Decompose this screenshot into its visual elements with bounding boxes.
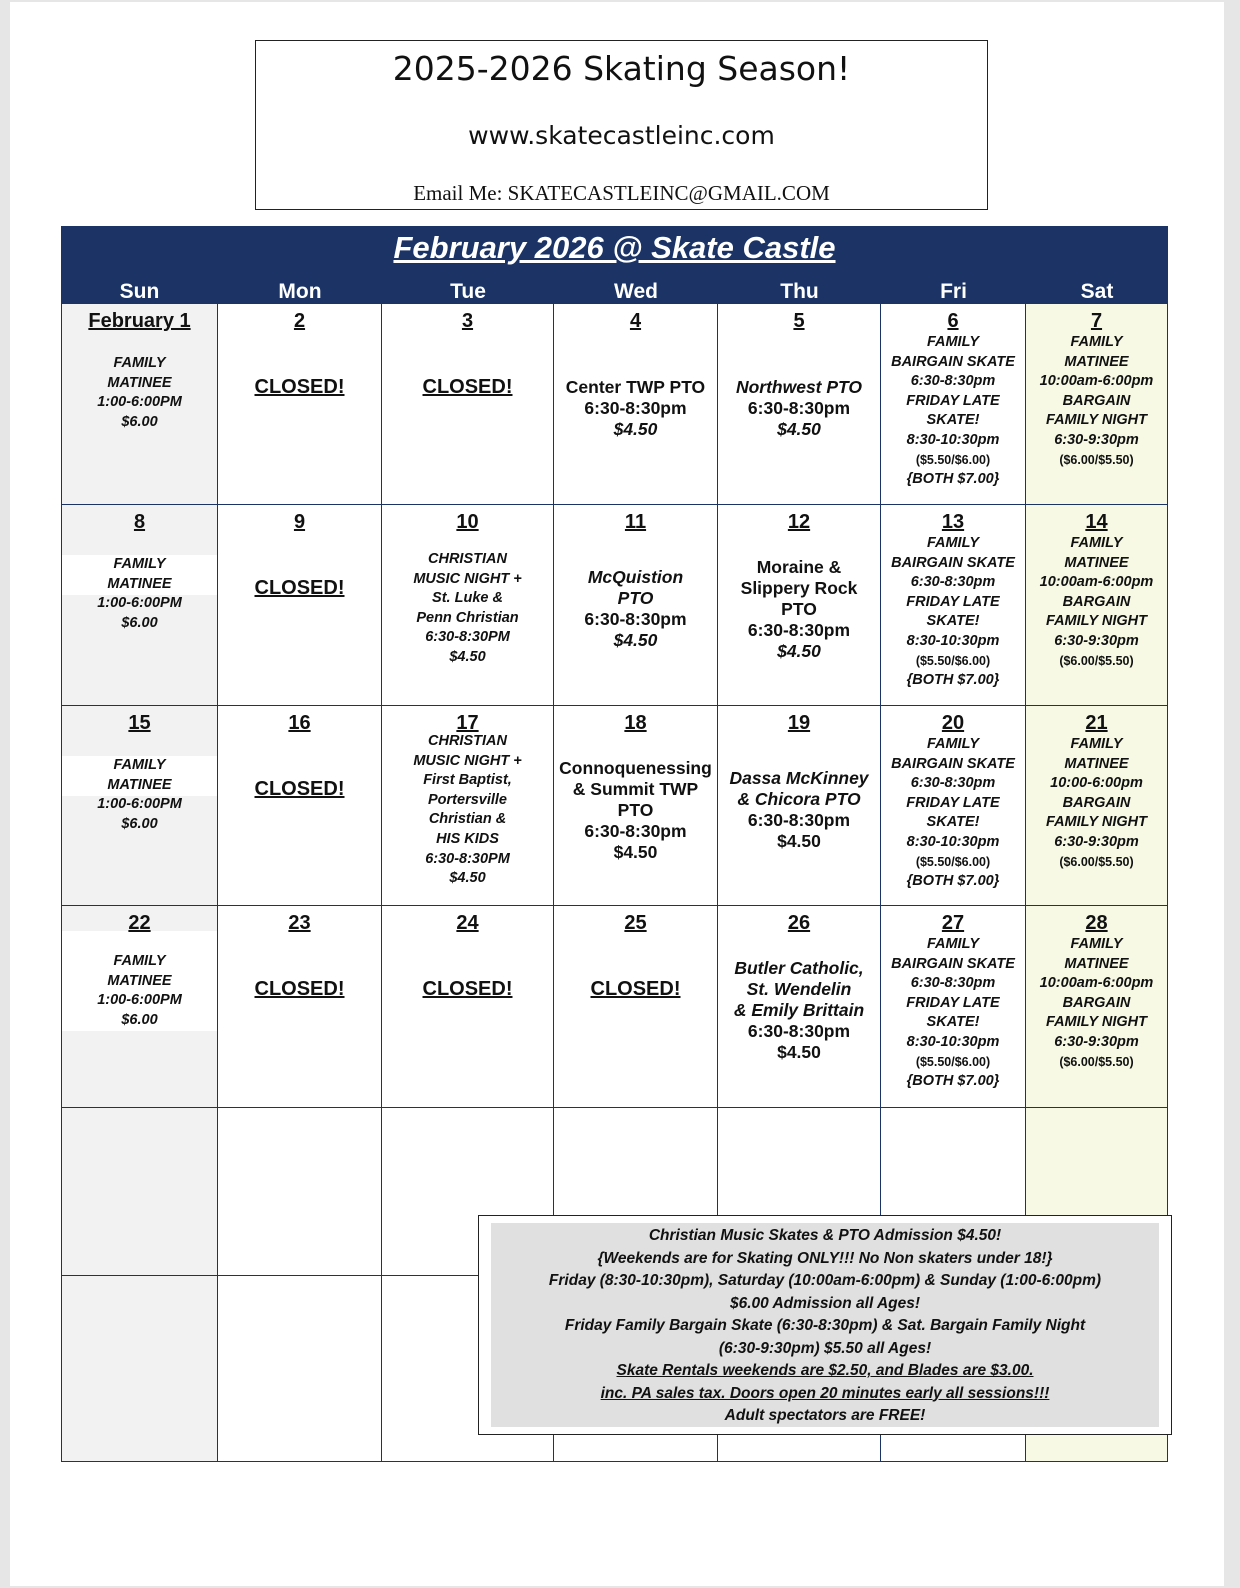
event-line: 10:00am-6:00pm <box>1039 373 1154 390</box>
day-events <box>62 952 217 1030</box>
event-line: SKATE! <box>926 1014 980 1031</box>
event-line: ($6.00/$5.50) <box>1059 1054 1134 1069</box>
event-line: FRIDAY LATE <box>906 392 1000 409</box>
note-line: Christian Music Skates & PTO Admission $4.50! <box>648 1227 1002 1244</box>
event-line: MATINEE <box>107 575 172 592</box>
note-line: inc. PA sales tax. Doors open 20 minutes early all sessions!!! <box>600 1384 1050 1402</box>
closed-label: CLOSED! <box>590 978 681 1000</box>
event-line: 6:30-8:30pm <box>910 574 996 591</box>
event-line: FRIDAY LATE <box>906 593 1000 610</box>
event-line: ($5.50/$6.00) <box>915 452 991 467</box>
event-line: MATINEE <box>1064 554 1129 571</box>
event-line: ($5.50/$6.00) <box>915 653 991 668</box>
event-line: FAMILY <box>113 355 166 371</box>
admission-notes-box <box>478 1215 1172 1435</box>
day-number: 19 <box>787 712 811 734</box>
day-events <box>718 958 880 1063</box>
calendar-cell <box>1026 304 1168 505</box>
event-line: {BOTH $7.00} <box>906 671 1000 688</box>
closed-label: CLOSED! <box>254 778 345 800</box>
calendar-cell <box>382 906 554 1108</box>
calendar-cell <box>718 304 881 505</box>
note-line: (6:30-9:30pm) $5.50 all Ages! <box>718 1339 932 1357</box>
day-number: 3 <box>461 310 474 332</box>
event-line: MATINEE <box>1064 353 1129 370</box>
note-line: Friday Family Bargain Skate (6:30-8:30pm) & Sat. Bargain Family Night <box>564 1317 1086 1334</box>
day-events <box>62 555 217 633</box>
calendar-cell <box>61 1108 218 1276</box>
event-line: FAMILY <box>926 535 980 551</box>
calendar-cell <box>718 505 881 706</box>
event-line: 6:30-8:30PM <box>425 629 510 646</box>
calendar-cell <box>554 906 718 1108</box>
event-line: McQuistion <box>587 567 684 587</box>
event-line: 6:30-9:30pm <box>1054 632 1139 649</box>
dow-fri: Fri <box>940 280 967 303</box>
event-line: FAMILY <box>1070 334 1123 350</box>
event-line: Christian & <box>428 811 507 828</box>
day-events <box>1026 935 1167 1072</box>
event-line: MUSIC NIGHT + <box>413 752 522 769</box>
event-line: 1:00-6:00PM <box>97 992 182 1009</box>
event-line: BARGAIN <box>1062 392 1131 409</box>
event-line: MATINEE <box>1064 955 1129 972</box>
day-events <box>718 768 880 852</box>
note-line: $6.00 Admission all Ages! <box>729 1294 921 1312</box>
closed-label: CLOSED! <box>254 376 345 398</box>
day-number: 18 <box>624 712 647 734</box>
day-number: 27 <box>941 912 965 934</box>
event-line: $4.50 <box>449 870 486 887</box>
email-contact[interactable]: Email Me: SKATECASTLEINC@GMAIL.COM <box>413 181 830 205</box>
event-line: 6:30-8:30pm <box>584 821 687 841</box>
event-line: FAMILY <box>926 334 980 350</box>
event-line: MUSIC NIGHT + <box>413 570 522 587</box>
event-line: SKATE! <box>926 412 980 429</box>
day-events <box>62 354 217 432</box>
event-line: $4.50 <box>777 641 821 661</box>
event-line: CHRISTIAN <box>428 551 507 567</box>
event-line: BARGAIN <box>1062 593 1131 610</box>
calendar-cell <box>61 505 218 706</box>
day-events <box>554 377 717 440</box>
event-line: $4.50 <box>777 831 821 851</box>
event-line: 1:00-6:00PM <box>97 595 182 612</box>
day-number: 12 <box>787 511 811 533</box>
calendar-cell <box>382 706 554 906</box>
day-events <box>1026 534 1167 671</box>
day-events <box>382 978 553 1001</box>
event-line: Northwest PTO <box>735 377 863 397</box>
day-number: February 1 <box>88 310 191 332</box>
event-line: 6:30-8:30pm <box>747 398 851 418</box>
event-line: $6.00 <box>121 413 158 430</box>
event-line: FRIDAY LATE <box>906 994 1000 1011</box>
dow-tue: Tue <box>450 280 486 303</box>
event-line: ($6.00/$5.50) <box>1059 653 1134 668</box>
dow-wed: Wed <box>614 280 658 303</box>
calendar-cell <box>554 505 718 706</box>
event-line: 1:00-6:00PM <box>97 394 182 411</box>
calendar-cell <box>881 304 1026 505</box>
event-line: Portersville <box>428 791 507 808</box>
event-line: FAMILY <box>113 757 166 773</box>
event-line: ($6.00/$5.50) <box>1059 854 1134 869</box>
event-line: {BOTH $7.00} <box>906 470 1000 487</box>
calendar-cell <box>881 906 1026 1108</box>
day-events <box>382 732 553 889</box>
day-events <box>881 534 1025 690</box>
event-line: MATINEE <box>107 972 172 989</box>
calendar-cell <box>61 906 218 1108</box>
event-line: 6:30-8:30pm <box>747 620 851 640</box>
closed-label: CLOSED! <box>422 978 513 1000</box>
event-line: 8:30-10:30pm <box>906 431 1000 448</box>
calendar-cell <box>1026 505 1168 706</box>
closed-label: CLOSED! <box>254 577 345 599</box>
event-line: FAMILY <box>1070 535 1123 551</box>
day-number: 7 <box>1090 310 1103 332</box>
day-events <box>218 577 381 600</box>
calendar-cell <box>718 706 881 906</box>
event-line: 8:30-10:30pm <box>906 833 1000 850</box>
day-events <box>718 557 880 662</box>
event-line: 10:00am-6:00pm <box>1039 574 1154 591</box>
day-number: 21 <box>1085 712 1108 734</box>
day-events <box>718 377 880 440</box>
event-line: Slippery Rock <box>740 578 858 598</box>
dow-thu: Thu <box>780 280 819 303</box>
day-number: 6 <box>947 310 959 332</box>
event-line: 6:30-8:30pm <box>910 775 996 792</box>
event-line: 6:30-8:30pm <box>747 1021 851 1041</box>
event-line: {BOTH $7.00} <box>906 1072 1000 1089</box>
event-line: 6:30-8:30pm <box>747 810 851 830</box>
calendar-cell <box>61 1276 218 1462</box>
day-events <box>218 778 381 801</box>
event-line: FAMILY <box>1070 736 1123 752</box>
note-line: {Weekends are for Skating ONLY!!! No Non skaters under 18!} <box>597 1249 1053 1267</box>
event-line: Moraine & <box>756 557 842 577</box>
event-line: HIS KIDS <box>436 830 499 847</box>
season-title: 2025-2026 Skating Season! <box>392 49 851 88</box>
day-events <box>881 935 1025 1091</box>
event-line: $4.50 <box>613 419 658 439</box>
calendar-cell <box>218 304 382 505</box>
day-number: 8 <box>133 511 146 533</box>
day-events <box>218 376 381 399</box>
event-line: CHRISTIAN <box>428 733 507 749</box>
event-line: FAMILY <box>113 953 166 969</box>
day-number: 9 <box>293 511 306 533</box>
event-line: 8:30-10:30pm <box>906 632 1000 649</box>
calendar-cell <box>218 906 382 1108</box>
event-line: FAMILY NIGHT <box>1046 412 1147 429</box>
day-number: 2 <box>293 310 306 332</box>
event-line: Dassa McKinney <box>729 768 869 788</box>
day-number: 11 <box>624 511 647 533</box>
dow-mon: Mon <box>278 280 322 303</box>
closed-label: CLOSED! <box>254 978 345 1000</box>
event-line: 6:30-8:30pm <box>910 975 996 992</box>
calendar-cell <box>218 706 382 906</box>
event-line: $4.50 <box>777 419 821 439</box>
event-line: $6.00 <box>121 614 158 631</box>
event-line: 6:30-9:30pm <box>1054 431 1139 448</box>
event-line: & Emily Brittain <box>733 1000 865 1020</box>
note-line: Friday (8:30-10:30pm), Saturday (10:00am-6:00pm) & Sunday (1:00-6:00pm) <box>548 1272 1102 1289</box>
event-line: 1:00-6:00PM <box>97 796 182 813</box>
day-number: 28 <box>1085 912 1108 934</box>
dow-sun: Sun <box>119 280 160 303</box>
calendar-cell <box>382 505 554 706</box>
event-line: MATINEE <box>1064 755 1129 772</box>
event-line: ($5.50/$6.00) <box>915 1054 991 1069</box>
event-line: ($6.00/$5.50) <box>1059 452 1134 467</box>
event-line: FRIDAY LATE <box>906 794 1000 811</box>
event-line: & Chicora PTO <box>737 789 861 809</box>
event-line: PTO <box>617 800 654 820</box>
event-line: Center TWP PTO <box>565 377 706 397</box>
calendar-cell <box>554 304 718 505</box>
day-events <box>881 735 1025 891</box>
website-link[interactable]: www.skatecastleinc.com <box>468 121 775 150</box>
event-line: MATINEE <box>107 776 172 793</box>
event-line: BAIRGAIN SKATE <box>891 353 1015 370</box>
day-events <box>62 756 217 834</box>
event-line: {BOTH $7.00} <box>906 872 1000 889</box>
event-line: BARGAIN <box>1062 794 1131 811</box>
event-line: FAMILY NIGHT <box>1046 613 1147 630</box>
event-line: FAMILY <box>926 936 980 952</box>
day-number: 5 <box>793 310 805 332</box>
event-line: FAMILY <box>1070 936 1123 952</box>
event-line: FAMILY <box>926 736 980 752</box>
event-line: SKATE! <box>926 814 980 831</box>
calendar-cell <box>1026 906 1168 1108</box>
event-line: 6:30-8:30PM <box>425 850 510 867</box>
calendar-cell <box>218 1276 382 1462</box>
day-number: 26 <box>787 912 811 934</box>
event-line: PTO <box>617 588 654 608</box>
calendar-cell <box>218 1108 382 1276</box>
day-events <box>554 978 717 1001</box>
day-events <box>1026 735 1167 872</box>
event-line: Penn Christian <box>416 609 519 626</box>
event-line: $6.00 <box>121 1011 158 1028</box>
event-line: PTO <box>781 599 817 619</box>
calendar-cell <box>382 304 554 505</box>
event-line: Butler Catholic, <box>734 958 864 978</box>
day-events <box>881 333 1025 489</box>
note-line: Skate Rentals weekends are $2.50, and Blades are $3.00. <box>616 1362 1034 1379</box>
event-line: 6:30-8:30pm <box>910 373 996 390</box>
event-line: MATINEE <box>107 374 172 391</box>
calendar-cell <box>881 706 1026 906</box>
calendar-cell <box>554 706 718 906</box>
event-line: St. Wendelin <box>746 979 852 999</box>
event-line: 10:00am-6:00pm <box>1039 975 1154 992</box>
event-line: BARGAIN <box>1062 994 1131 1011</box>
calendar-cell <box>881 505 1026 706</box>
event-line: FAMILY NIGHT <box>1046 814 1147 831</box>
event-line: ($5.50/$6.00) <box>915 854 991 869</box>
event-line: BAIRGAIN SKATE <box>891 755 1015 772</box>
day-number: 20 <box>941 712 965 734</box>
day-events <box>1026 333 1167 470</box>
event-line: & Summit TWP <box>572 779 699 799</box>
event-line: $6.00 <box>121 815 158 832</box>
event-line: 6:30-9:30pm <box>1054 1033 1139 1050</box>
event-line: FAMILY NIGHT <box>1046 1014 1147 1031</box>
event-line: 10:00-6:00pm <box>1050 775 1143 792</box>
day-number: 14 <box>1085 511 1108 533</box>
calendar-cell <box>218 505 382 706</box>
day-number: 16 <box>288 712 311 734</box>
note-line: Adult spectators are FREE! <box>724 1407 926 1424</box>
event-line: St. Luke & <box>432 590 503 607</box>
event-line: $4.50 <box>613 842 658 862</box>
event-line: 8:30-10:30pm <box>906 1033 1000 1050</box>
day-number: 17 <box>456 712 479 734</box>
admission-notes <box>491 1223 1159 1427</box>
day-events <box>218 978 381 1001</box>
event-line: SKATE! <box>926 613 980 630</box>
closed-label: CLOSED! <box>422 376 513 398</box>
event-line: $4.50 <box>777 1042 821 1062</box>
day-number: 22 <box>128 912 151 934</box>
month-title: February 2026 @ Skate Castle <box>393 230 836 265</box>
day-number: 13 <box>941 511 965 533</box>
calendar-cell <box>61 304 218 505</box>
day-events <box>382 376 553 399</box>
calendar-header-bar <box>61 226 1168 304</box>
day-number: 10 <box>456 511 479 533</box>
calendar-cell <box>61 706 218 906</box>
day-events <box>382 550 553 668</box>
event-line: First Baptist, <box>423 772 512 789</box>
event-line: $4.50 <box>449 648 486 665</box>
day-number: 25 <box>624 912 647 934</box>
event-line: FAMILY <box>113 556 166 572</box>
event-line: BAIRGAIN SKATE <box>891 554 1015 571</box>
event-line: 6:30-8:30pm <box>584 398 687 418</box>
event-line: Connoquenessing <box>559 758 712 778</box>
season-header <box>255 40 988 210</box>
calendar-cell <box>1026 706 1168 906</box>
day-number: 23 <box>288 912 311 934</box>
day-number: 4 <box>629 310 642 332</box>
day-number: 24 <box>456 912 479 934</box>
day-events <box>554 758 717 863</box>
event-line: 6:30-9:30pm <box>1054 833 1139 850</box>
day-events <box>554 567 717 651</box>
page <box>10 2 1224 1586</box>
event-line: $4.50 <box>613 630 658 650</box>
day-number: 15 <box>128 712 151 734</box>
event-line: 6:30-8:30pm <box>584 609 687 629</box>
dow-sat: Sat <box>1080 280 1114 303</box>
calendar-cell <box>718 906 881 1108</box>
event-line: BAIRGAIN SKATE <box>891 955 1015 972</box>
